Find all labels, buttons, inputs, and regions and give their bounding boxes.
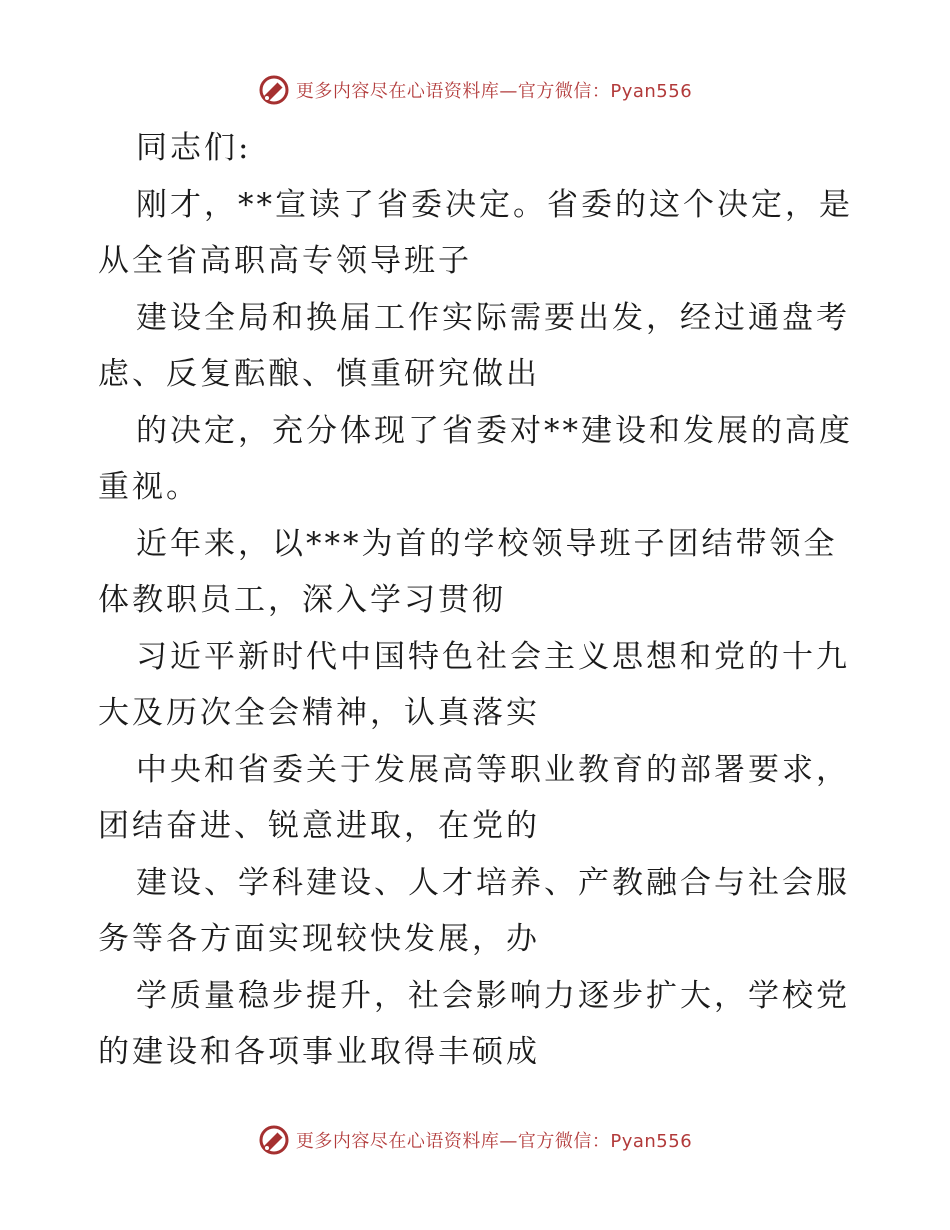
text-line: 刚才，**宣读了省委决定。省委的这个决定，是 xyxy=(136,186,853,223)
pen-logo-icon xyxy=(258,74,290,106)
text-line: 学质量稳步提升，社会影响力逐步扩大，学校党 xyxy=(136,977,850,1014)
footer-watermark xyxy=(0,1120,950,1160)
text-line: 团结奋进、锐意进取，在党的 xyxy=(98,808,540,844)
text-line: 体教职员工，深入学习贯彻 xyxy=(98,582,506,618)
text-line: 建设、学科建设、人才培养、产教融合与社会服 xyxy=(136,864,850,901)
text-line: 务等各方面实现较快发展，办 xyxy=(98,921,540,957)
document-body xyxy=(98,120,858,1081)
pen-logo-icon xyxy=(258,1124,290,1156)
text-line: 大及历次全会精神，认真落实 xyxy=(98,695,540,731)
text-line: 的决定，充分体现了省委对**建设和发展的高度 xyxy=(136,412,853,449)
text-line: 从全省高职高专领导班子 xyxy=(98,243,472,279)
text-line: 虑、反复酝酿、慎重研究做出 xyxy=(98,356,540,392)
text-line: 同志们: xyxy=(136,130,252,166)
watermark-text: 更多内容尽在心语资料库—官方微信：Pyan556 xyxy=(295,81,693,102)
header-watermark xyxy=(0,70,950,110)
text-line: 习近平新时代中国特色社会主义思想和党的十九 xyxy=(136,638,850,675)
text-line: 近年来，以***为首的学校领导班子团结带领全 xyxy=(136,525,838,562)
text-line: 重视。 xyxy=(98,469,200,505)
watermark-text: 更多内容尽在心语资料库—官方微信：Pyan556 xyxy=(295,1131,693,1152)
text-line: 中央和省委关于发展高等职业教育的部署要求， xyxy=(136,751,850,788)
text-line: 建设全局和换届工作实际需要出发，经过通盘考 xyxy=(136,299,850,336)
text-line: 的建设和各项事业取得丰硕成 xyxy=(98,1034,540,1070)
